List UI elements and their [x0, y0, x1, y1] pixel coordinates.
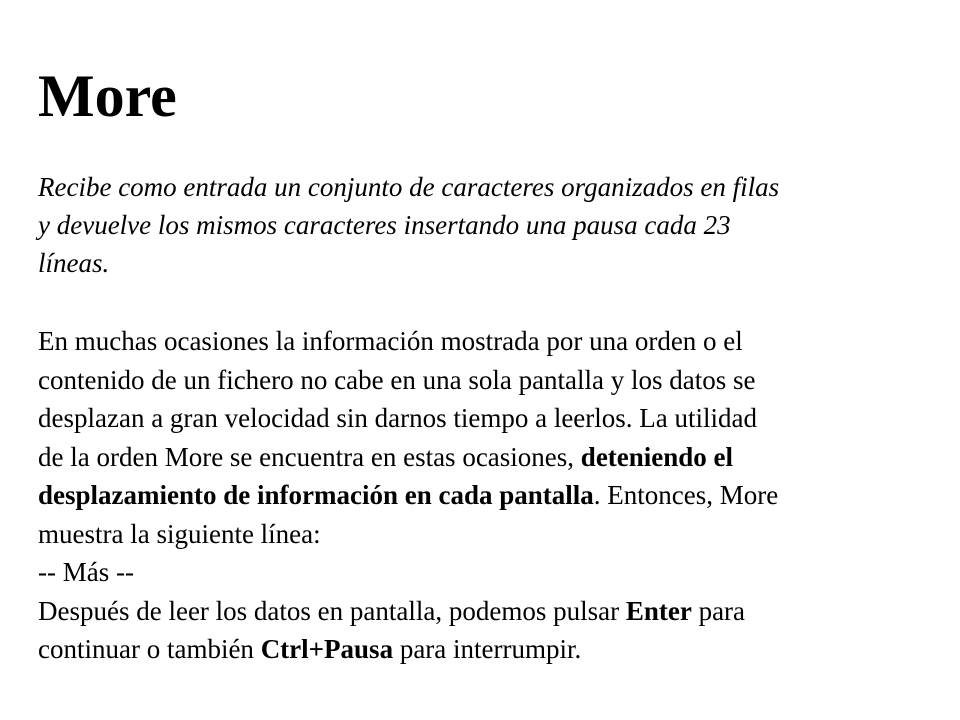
- body-line: [38, 438, 938, 477]
- body-line: muestra la siguiente línea:: [38, 518, 321, 549]
- emphasis-text: desplazamiento de información en cada pantalla: [38, 480, 594, 510]
- intro-paragraph: [38, 168, 938, 282]
- body-text: de la orden More se encuentra en estas ocasiones,: [38, 441, 581, 472]
- body-text: . Entonces, More: [593, 480, 779, 510]
- body-text: Después de leer los datos en pantalla, podemos pulsar: [38, 595, 626, 626]
- body-line: contenido de un fichero no cabe en una sola pantalla y los datos se: [38, 364, 756, 395]
- key-enter: Enter: [625, 595, 692, 626]
- body-text: para: [691, 595, 746, 626]
- body-line: [38, 592, 938, 631]
- body-line: desplazan a gran velocidad sin darnos tiempo a leerlos. La utilidad: [38, 403, 758, 433]
- body-line: En muchas ocasiones la información mostrada por una orden o el: [38, 326, 743, 356]
- key-ctrl-pausa: Ctrl+Pausa: [260, 634, 394, 664]
- slide-title: More: [38, 63, 177, 129]
- intro-line: líneas.: [38, 248, 110, 278]
- body-line: [38, 630, 938, 669]
- body-text: para interrumpir.: [393, 634, 582, 664]
- body-text: continuar o también: [38, 634, 261, 664]
- body-line: [38, 476, 938, 515]
- intro-line: y devuelve los mismos caracteres insertando una pausa cada 23: [38, 210, 731, 240]
- intro-line: Recibe como entrada un conjunto de caracteres organizados en filas: [38, 172, 780, 202]
- prompt-example: -- Más --: [38, 557, 134, 587]
- emphasis-text: deteniendo el: [580, 441, 734, 472]
- body-paragraph: [38, 322, 938, 669]
